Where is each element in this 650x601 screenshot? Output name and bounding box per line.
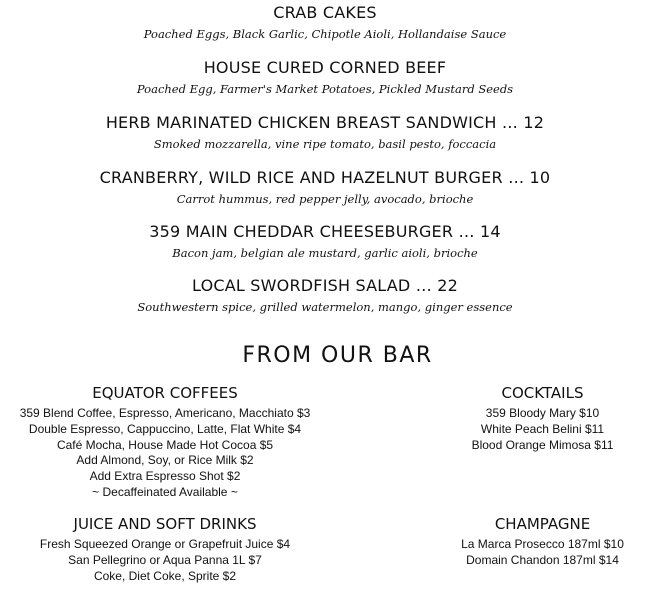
- menu-item-chicken-sandwich: [0, 113, 650, 152]
- bar-section-title: FROM OUR BAR: [242, 343, 433, 368]
- cocktail-item: Blood Orange Mimosa $11: [471, 437, 614, 452]
- menu-item-corned-beef: [0, 58, 650, 97]
- cocktail-item: White Peach Belini $11: [480, 421, 605, 436]
- coffee-item: Add Extra Espresso Shot $2: [89, 469, 241, 484]
- coffees-section: [5, 383, 325, 501]
- juice-section: [5, 514, 325, 584]
- menu-item-name: CRAB CAKES: [273, 3, 377, 22]
- juice-item: Coke, Diet Coke, Sprite $2: [93, 568, 237, 583]
- decaf-note: ~ Decaffeinated Available ~: [92, 484, 238, 499]
- menu-item-description: Southwestern spice, grilled watermelon, mango, ginger essence: [137, 300, 513, 314]
- menu-item-description: Poached Egg, Farmer's Market Potatoes, Pickled Mustard Seeds: [136, 82, 514, 96]
- menu-item-name: LOCAL SWORDFISH SALAD … 22: [192, 276, 458, 295]
- cocktails-heading: COCKTAILS: [501, 384, 584, 402]
- juice-item: Fresh Squeezed Orange or Grapefruit Juice $4: [39, 537, 291, 551]
- menu-item-crab-cakes: [0, 3, 650, 42]
- coffee-item: Café Mocha, House Made Hot Cocoa $5: [56, 437, 274, 452]
- menu-item-name: CRANBERRY, WILD RICE AND HAZELNUT BURGER … 10: [99, 168, 551, 187]
- champagne-item: Domain Chandon 187ml $14: [466, 552, 619, 567]
- menu-item-name: HERB MARINATED CHICKEN BREAST SANDWICH … 12: [105, 113, 545, 132]
- menu-item-description: Poached Eggs, Black Garlic, Chipotle Aioli, Hollandaise Sauce: [143, 27, 507, 41]
- menu-item-name: 359 MAIN CHEDDAR CHEESEBURGER … 14: [149, 222, 501, 241]
- coffees-heading: EQUATOR COFFEES: [92, 384, 238, 402]
- menu-item-swordfish-salad: [0, 276, 650, 315]
- juice-item: San Pellegrino or Aqua Panna 1L $7: [68, 552, 262, 567]
- champagne-item: La Marca Prosecco 187ml $10: [461, 537, 624, 551]
- menu-item-description: Bacon jam, belgian ale mustard, garlic aioli, brioche: [172, 246, 478, 260]
- champagne-section: [440, 514, 645, 569]
- coffee-item: 359 Blend Coffee, Espresso, Americano, Macchiato $3: [19, 406, 311, 420]
- cocktails-section: [440, 383, 645, 453]
- menu-item-name: HOUSE CURED CORNED BEEF: [203, 58, 447, 77]
- menu-item-cheeseburger: [0, 222, 650, 261]
- menu-item-description: Carrot hummus, red pepper jelly, avocado, brioche: [176, 192, 474, 206]
- coffee-item: Double Espresso, Cappuccino, Latte, Flat White $4: [28, 421, 302, 436]
- juice-heading: JUICE AND SOFT DRINKS: [73, 515, 257, 533]
- coffee-item: Add Almond, Soy, or Rice Milk $2: [76, 453, 254, 468]
- menu-item-cranberry-burger: [0, 168, 650, 207]
- champagne-heading: CHAMPAGNE: [494, 515, 591, 533]
- menu-item-description: Smoked mozzarella, vine ripe tomato, basil pesto, foccacia: [153, 137, 497, 151]
- cocktail-item: 359 Bloody Mary $10: [485, 406, 600, 420]
